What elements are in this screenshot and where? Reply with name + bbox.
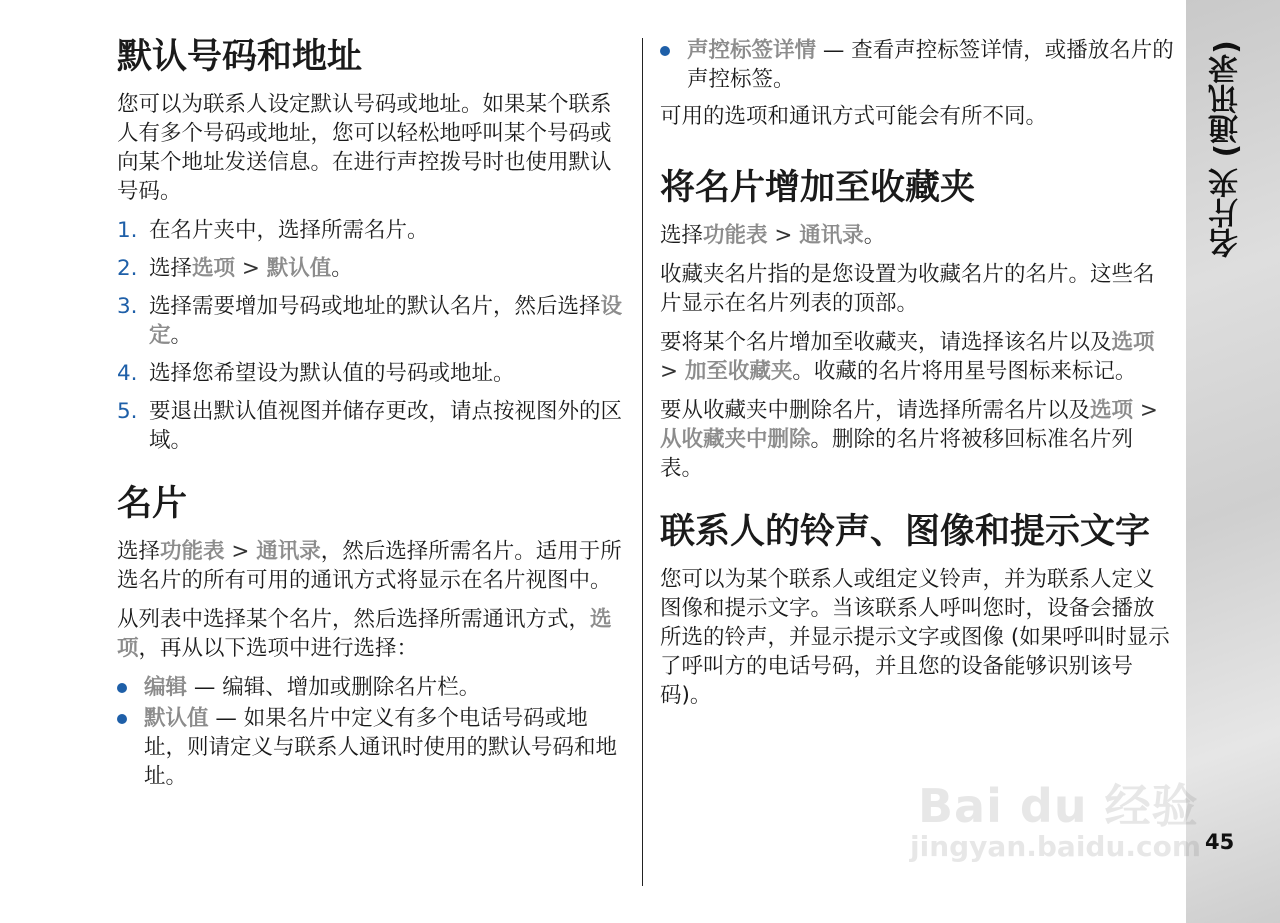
step-number: 4. — [117, 361, 138, 386]
menu-separator: > — [774, 223, 793, 248]
step-number: 1. — [117, 218, 138, 243]
step-item — [117, 216, 629, 245]
menu-separator: > — [1139, 398, 1158, 423]
paragraph — [117, 537, 629, 595]
dash: — — [822, 38, 845, 63]
options-list — [117, 673, 629, 791]
paragraph — [117, 605, 629, 663]
left-column — [117, 34, 629, 793]
section-intro: 您可以为联系人设定默认号码或地址。如果某个联系人有多个号码或地址，您可以轻松地呼叫某个号码或向某个地址发送信息。在进行声控拨号时也使用默认号码。 — [117, 92, 612, 204]
menu-term: 选项 — [1090, 398, 1134, 423]
menu-term: 默认值 — [266, 256, 332, 281]
text: 选择 — [117, 539, 161, 564]
chapter-title: 名片夹 (通讯录) — [1209, 40, 1244, 258]
menu-separator: > — [660, 359, 679, 384]
section-title-default-number: 默认号码和地址 — [117, 37, 363, 77]
watermark-logo: Bai du 经验 — [918, 779, 1199, 833]
menu-term: 默认值 — [144, 706, 209, 731]
step-item — [117, 359, 629, 388]
step-item — [117, 254, 629, 283]
menu-separator: > — [241, 256, 260, 281]
dash: — — [215, 706, 237, 731]
watermark — [900, 770, 1200, 870]
option-text: 编辑、增加或删除名片栏。 — [222, 675, 481, 700]
text: 从列表中选择某个名片，然后选择所需通讯方式， — [117, 607, 591, 632]
menu-term: 选项 — [192, 256, 236, 281]
bullet-dot-icon — [117, 683, 127, 693]
menu-term: 设定 — [149, 294, 623, 348]
step-text: 要退出默认值视图并储存更改，请点按视图外的区域。 — [149, 399, 623, 453]
right-column — [660, 36, 1175, 720]
text: 要从收藏夹中删除名片，请选择所需名片以及 — [660, 398, 1091, 423]
text: ，然后选择所需名片。适用于所选名片的所有可用的通讯方式将显示在名片视图中。 — [117, 539, 622, 593]
paragraph — [660, 396, 1175, 483]
step-number: 2. — [117, 256, 138, 281]
menu-term: 编辑 — [144, 675, 188, 700]
menu-term: 通讯录 — [256, 539, 321, 564]
bullet-dot-icon — [660, 46, 670, 56]
paragraph: 收藏夹名片指的是您设置为收藏名片的名片。这些名片显示在名片列表的顶部。 — [660, 262, 1155, 316]
step-number: 5. — [117, 399, 138, 424]
menu-term: 加至收藏夹 — [684, 359, 793, 384]
page-number: 45 — [1205, 830, 1235, 854]
step-item — [117, 397, 629, 455]
text: 。收藏的名片将用星号图标来标记。 — [792, 359, 1137, 384]
menu-term: 通讯录 — [799, 223, 864, 248]
paragraph — [660, 221, 1175, 250]
option-item — [117, 704, 629, 791]
dash: — — [193, 675, 216, 700]
options-list-continued — [660, 36, 1175, 94]
paragraph: 您可以为某个联系人或组定义铃声，并为联系人定义图像和提示文字。当该联系人呼叫您时，设备会播放所选的铃声，并显示提示文字或图像 (如果呼叫时显示了呼叫方的电话号码，并且您的设备能够识别该号码)。 — [660, 567, 1170, 708]
paragraph — [660, 328, 1175, 386]
section-title-cards: 名片 — [117, 484, 188, 524]
step-text: 在名片夹中，选择所需名片。 — [149, 218, 429, 243]
menu-term: 功能表 — [703, 223, 768, 248]
section-title-ringtones: 联系人的铃声、图像和提示文字 — [660, 512, 1151, 552]
section-title-favorites: 将名片增加至收藏夹 — [660, 168, 976, 208]
column-divider — [642, 38, 643, 886]
menu-term: 功能表 — [160, 539, 225, 564]
step-item — [117, 292, 629, 350]
option-item — [117, 673, 629, 702]
step-number: 3. — [117, 294, 138, 319]
text: 选择 — [660, 223, 704, 248]
menu-separator: > — [231, 539, 250, 564]
step-text: 选择您希望设为默认值的号码或地址。 — [149, 361, 515, 386]
bullet-dot-icon — [117, 714, 127, 724]
option-text: 查看声控标签详情，或播放名片的声控标签。 — [687, 38, 1174, 92]
menu-term: 声控标签详情 — [687, 38, 817, 63]
option-text: 如果名片中定义有多个电话号码或地址，则请定义与联系人通讯时使用的默认号码和地址。 — [144, 706, 618, 789]
option-item — [660, 36, 1175, 94]
note-paragraph: 可用的选项和通讯方式可能会有所不同。 — [660, 104, 1048, 129]
text: 。删除的名片将被移回标准名片列表。 — [660, 427, 1134, 481]
step-text: 。 — [170, 323, 193, 348]
step-text: 。 — [331, 256, 353, 281]
menu-term: 选项 — [117, 607, 612, 661]
watermark-url: jingyan.baidu.com — [910, 830, 1202, 863]
text: 要将某个名片增加至收藏夹，请选择该名片以及 — [660, 330, 1112, 355]
text: 。 — [863, 223, 886, 248]
menu-term: 选项 — [1111, 330, 1155, 355]
menu-term: 从收藏夹中删除 — [660, 427, 811, 452]
text: ，再从以下选项中进行选择： — [138, 636, 419, 661]
step-text: 选择 — [149, 256, 193, 281]
step-text: 选择需要增加号码或地址的默认名片，然后选择 — [149, 294, 601, 319]
steps-list — [117, 216, 629, 455]
